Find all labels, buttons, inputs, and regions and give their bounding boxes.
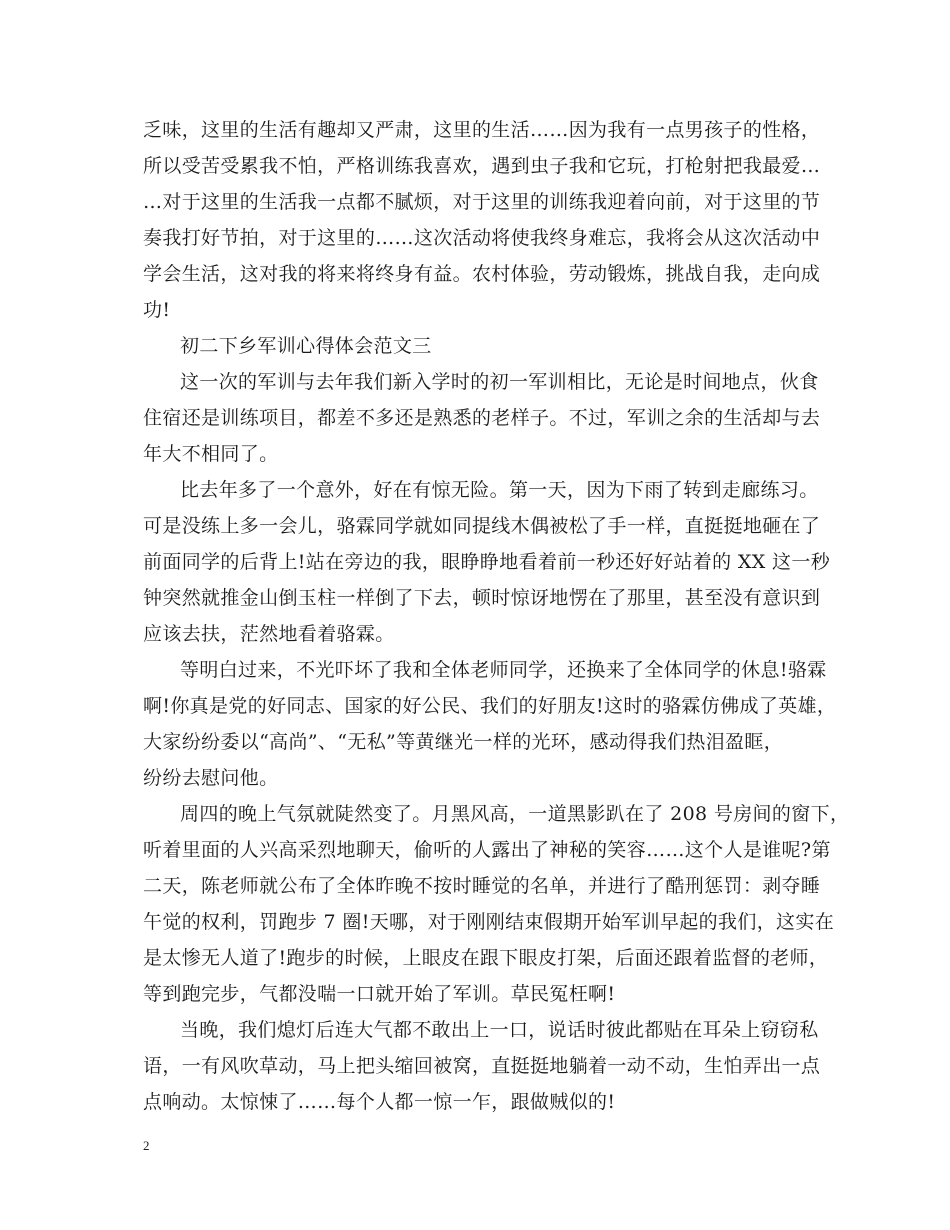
page-number: 2 <box>143 1138 150 1153</box>
text-line: 二天，陈老师就公布了全体昨晚不按时睡觉的名单，并进行了酷刑惩罚：剥夺睡 <box>143 875 821 897</box>
text-line: 住宿还是训练项目，都差不多还是熟悉的老样子。不过，军训之余的生活却与去 <box>143 407 821 429</box>
text-line: 啊!你真是党的好同志、国家的好公民、我们的好朋友!这时的骆霖仿佛成了英雄， <box>143 695 837 717</box>
text-line: 等明白过来，不光吓坏了我和全体老师同学，还换来了全体同学的休息!骆霖 <box>180 659 827 681</box>
text-line: 这一次的军训与去年我们新入学时的初一军训相比，无论是时间地点，伙食 <box>180 371 819 393</box>
text-line: 学会生活，这对我的将来将终身有益。农村体验，劳动锻炼，挑战自我，走向成 <box>143 263 821 285</box>
text-line: 是太惨无人道了!跑步的时候，上眼皮在跟下眼皮打架，后面还跟着监督的老师， <box>143 947 829 969</box>
text-line: 午觉的权利，罚跑步 7 圈!天哪，对于刚刚结束假期开始军训早起的我们，这实在 <box>143 911 835 933</box>
text-line: 等到跑完步，气都没喘一口就开始了军训。草民冤枉啊! <box>143 983 616 1005</box>
text-line: 功! <box>143 299 171 321</box>
text-line: 周四的晚上气氛就陡然变了。月黑风高，一道黑影趴在了 208 号房间的窗下， <box>180 803 850 825</box>
text-line: 语，一有风吹草动，马上把头缩回被窝，直挺挺地躺着一动不动，生怕弄出一点 <box>143 1055 821 1077</box>
text-line: 应该去扶，茫然地看着骆霖。 <box>143 623 395 645</box>
text-line: 钟突然就推金山倒玉柱一样倒了下去，顿时惊讶地愣在了那里，甚至没有意识到 <box>143 587 821 609</box>
text-line: 大家纷纷委以“高尚”、“无私”等黄继光一样的光环，感动得我们热泪盈眶， <box>143 731 784 753</box>
text-line: 纷纷去慰问他。 <box>143 767 279 789</box>
text-line: 乏味，这里的生活有趣却又严肃，这里的生活……因为我有一点男孩子的性格， <box>143 119 821 141</box>
text-line: 奏我打好节拍，对于这里的……这次活动将使我终身难忘，我将会从这次活动中 <box>143 227 821 249</box>
text-line: 所以受苦受累我不怕，严格训练我喜欢，遇到虫子我和它玩，打枪射把我最爱… <box>143 155 821 177</box>
text-line: 前面同学的后背上!站在旁边的我，眼睁睁地看着前一秒还好好站着的 XX 这一秒 <box>143 551 831 573</box>
text-line: 可是没练上多一会儿，骆霖同学就如同提线木偶被松了手一样，直挺挺地砸在了 <box>143 515 821 537</box>
text-line: 点响动。太惊悚了……每个人都一惊一乍，跟做贼似的! <box>143 1091 616 1113</box>
text-line: 年大不相同了。 <box>143 443 279 465</box>
section-heading: 初二下乡军训心得体会范文三 <box>180 335 432 357</box>
text-line: 当晚，我们熄灯后连大气都不敢出上一口，说话时彼此都贴在耳朵上窃窃私 <box>180 1019 819 1041</box>
text-line: 比去年多了一个意外，好在有惊无险。第一天，因为下雨了转到走廊练习。 <box>180 479 819 501</box>
text-line: 听着里面的人兴高采烈地聊天，偷听的人露出了神秘的笑容……这个人是谁呢?第 <box>143 839 831 861</box>
text-line: …对于这里的生活我一点都不腻烦，对于这里的训练我迎着向前，对于这里的节 <box>143 191 821 213</box>
